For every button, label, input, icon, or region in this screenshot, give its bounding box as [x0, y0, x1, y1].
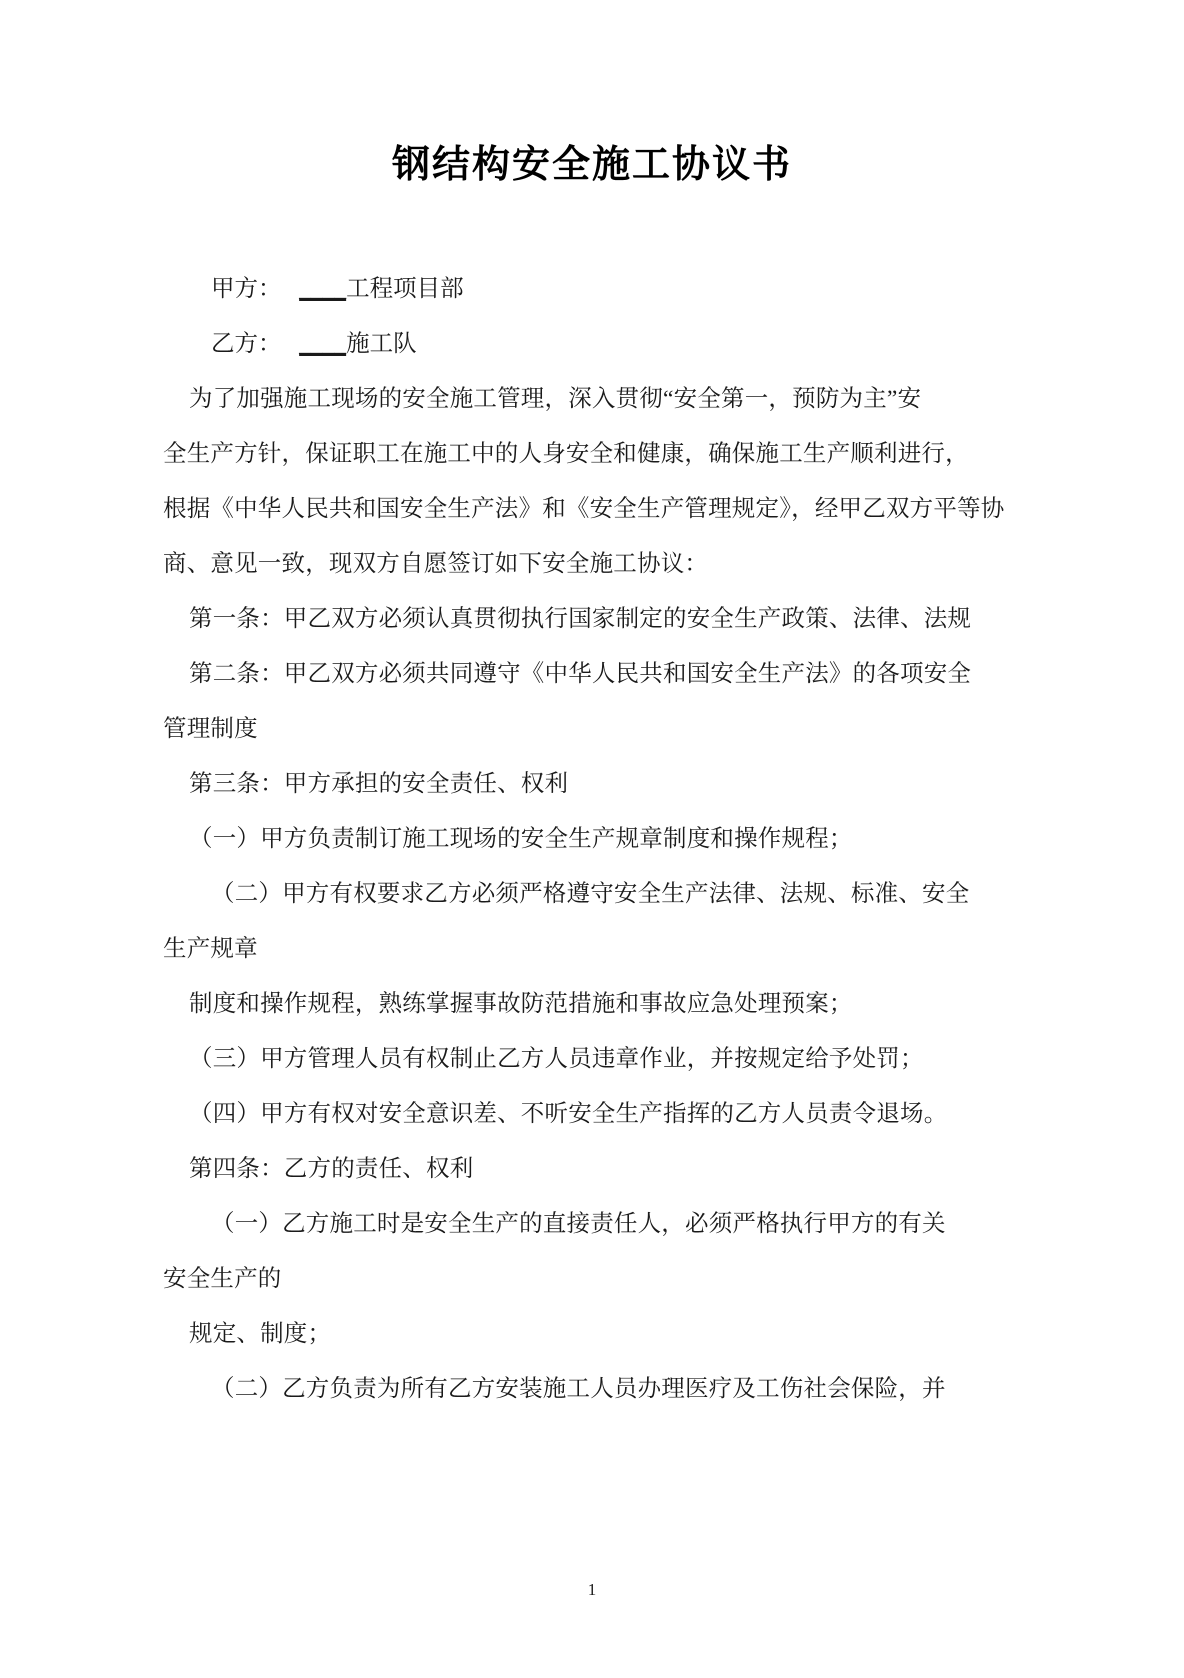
article-line: 第三条：甲方承担的安全责任、权利 [189, 770, 569, 797]
article-line: （二）乙方负责为所有乙方安装施工人员办理医疗及工伤社会保险，并 [211, 1375, 946, 1402]
preamble-line: 为了加强施工现场的安全施工管理，深入贯彻“安全第一，预防为主”安 [189, 385, 922, 412]
article-line: （一）甲方负责制订施工现场的安全生产规章制度和操作规程； [189, 825, 853, 852]
party-value-yifang: 施工队 [346, 330, 417, 357]
page-number: 1 [587, 1580, 597, 1599]
article-line: 安全生产的 [163, 1265, 282, 1292]
article-line: （一）乙方施工时是安全生产的直接责任人，必须严格执行甲方的有关 [211, 1210, 946, 1237]
party-label-jiafang: 甲方： [211, 275, 282, 302]
article-line: 制度和操作规程，熟练掌握事故防范措施和事故应急处理预案； [189, 990, 853, 1017]
party-line-yifang [163, 317, 1024, 372]
article-line: 第二条：甲乙双方必须共同遵守《中华人民共和国安全生产法》的各项安全 [189, 660, 972, 687]
article-line: 管理制度 [163, 715, 258, 742]
document-body [0, 262, 1184, 1417]
party-value-jiafang: 工程项目部 [346, 275, 464, 302]
article-line: 生产规章 [163, 935, 258, 962]
preamble-line: 根据《中华人民共和国安全生产法》和《安全生产管理规定》，经甲乙双方平等协 [163, 495, 1005, 522]
preamble-line: 商、意见一致，现双方自愿签订如下安全施工协议： [163, 550, 709, 577]
party-line-jiafang [163, 262, 1024, 317]
party-blank-yifang[interactable]: ____ [299, 330, 347, 357]
article-line: （二）甲方有权要求乙方必须严格遵守安全生产法律、法规、标准、安全 [211, 880, 970, 907]
party-label-yifang: 乙方： [211, 330, 282, 357]
article-line: 第四条：乙方的责任、权利 [189, 1155, 474, 1182]
page-title: 钢结构安全施工协议书 [391, 142, 792, 186]
preamble-line: 全生产方针，保证职工在施工中的人身安全和健康，确保施工生产顺利进行， [163, 440, 969, 467]
article-line: （四）甲方有权对安全意识差、不听安全生产指挥的乙方人员责令退场。 [189, 1100, 948, 1127]
party-blank-jiafang[interactable]: ____ [299, 275, 347, 302]
article-line: 第一条：甲乙双方必须认真贯彻执行国家制定的安全生产政策、法律、法规 [189, 605, 972, 632]
article-line: 规定、制度； [189, 1320, 332, 1347]
article-line: （三）甲方管理人员有权制止乙方人员违章作业，并按规定给予处罚； [189, 1045, 924, 1072]
